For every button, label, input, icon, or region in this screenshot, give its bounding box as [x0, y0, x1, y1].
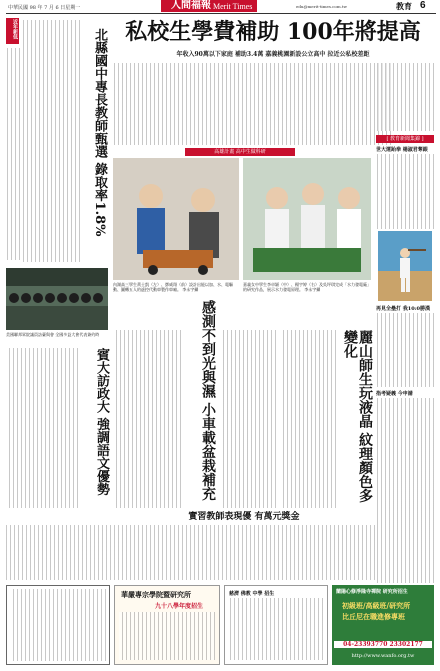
ad-huayan-title: 華嚴專宗學院暨研究所 — [121, 590, 191, 599]
ad-classifieds — [6, 585, 110, 665]
conference-article-text — [6, 348, 78, 508]
kicker-box — [6, 18, 19, 44]
ads-row — [6, 585, 434, 665]
news-item-2-title: 再見全壘打 我10:0勝漢 — [376, 306, 431, 312]
conference-photo-art — [6, 268, 108, 330]
caption-right-text: 嘉義女中學生李卓穎（中）、楊宇婷（右）及吳坪琪完成「水力發電廠」的研究作品，展示水力發電原理。 — [243, 282, 371, 292]
caption-right-credit: 李永宇攝 — [304, 287, 321, 292]
left-article-text-2 — [6, 48, 20, 260]
news-item-3-text — [376, 398, 434, 583]
shining-headline: 麗山師生玩液晶 紋理顏色多變化 — [342, 330, 373, 503]
ad-huayan-sub: 九十八學年度招生 — [155, 603, 204, 610]
paper-logo: 人間福報 — [171, 0, 211, 11]
left-article-text — [22, 20, 80, 262]
page-number: 6 — [420, 0, 426, 11]
ad-tzuchi — [224, 585, 328, 665]
ad-huayan — [114, 585, 220, 665]
photo-strip — [113, 148, 371, 324]
ad-wanfo-title: 蘭陽心修淨隆寺禪院 研究所招生 — [336, 589, 408, 595]
left-headline: 北縣國中專長教師甄選 錄取率1.8% — [92, 28, 107, 237]
sensor-article-text — [113, 330, 181, 508]
ad-wanfo-sub1: 初級班/高級班/研究所 — [342, 601, 411, 610]
right-top-text — [376, 63, 434, 131]
sensor-headline: 感測不到光與濕 小車載盆栽補充 — [200, 300, 216, 501]
caption-right — [243, 282, 371, 306]
baseball-photo-art — [378, 231, 432, 301]
main-subhead: 年收入90萬以下家庭 補助3.4萬 嘉義桃園新設公立高中 拉近公私校差距 — [176, 51, 370, 58]
kicker-label: 近年新低 — [12, 19, 18, 39]
paper-logo-box — [161, 0, 257, 12]
date-line: 中華民國 98 年 7 月 6 日星期一 — [8, 5, 81, 11]
main-headline: 私校生學費補助 100年將提高 — [125, 19, 421, 45]
conference-photo — [6, 268, 108, 330]
news-item-1-text — [376, 154, 434, 229]
section-name: 教育 — [396, 1, 412, 11]
ad-wanfo-sub2: 比丘尼在職進修專班 — [342, 612, 405, 621]
shining-article-text — [280, 330, 336, 508]
photo-strip-label: 高雄計畫 高中生做科研 — [185, 148, 295, 156]
sensor-article-text-2 — [220, 330, 276, 508]
photo-girls-project — [243, 158, 371, 280]
conference-headline: 賓大訪政大 強調語文優勢 — [94, 348, 109, 496]
masthead — [0, 0, 440, 14]
news-box-title: [ 教育新聞集錦 ] — [376, 135, 434, 143]
email: edu@merit-times.com.tw — [296, 4, 347, 9]
photo-students-car-art — [113, 158, 239, 280]
caption-left-text: 內湖高三學生黃士凱（左）、鄧威翔（前）設計出能以加、水、電驅動、圖轉五人的遙控代動車製作車廂。 — [113, 282, 233, 292]
paper-logo-en: Merit Times — [213, 2, 253, 11]
ad-wanfo — [332, 585, 434, 665]
bottom-headline: 實習教師表現優 有萬元獎金 — [188, 512, 300, 522]
right-column — [376, 63, 434, 583]
news-item-2-text — [376, 313, 434, 387]
caption-left-credit: 李永宇攝 — [182, 287, 199, 292]
bottom-article-text — [6, 525, 375, 580]
ad-wanfo-url: http://www.wanfo.org.tw — [351, 653, 415, 659]
photo-students-car — [113, 158, 239, 280]
conference-caption: 美國聯邦眾院議員訪臺與會 全國多益大會代表簽約時 — [6, 332, 100, 337]
masthead-rule — [6, 13, 436, 14]
photo-girls-project-art — [243, 158, 371, 280]
baseball-photo — [378, 231, 432, 301]
main-article-text — [113, 63, 391, 145]
ad-wanfo-phone: 04-23393770 23302177 — [334, 641, 432, 648]
news-item-3-title: 指考疑義 今申請 — [376, 391, 413, 397]
ad-tzuchi-title: 慈濟 佛教 中學 招生 — [229, 591, 275, 597]
news-item-1-title: 世大運跆拳 楊淑君奪銀 — [376, 147, 428, 153]
left-column — [6, 18, 108, 265]
caption-left — [113, 282, 239, 306]
